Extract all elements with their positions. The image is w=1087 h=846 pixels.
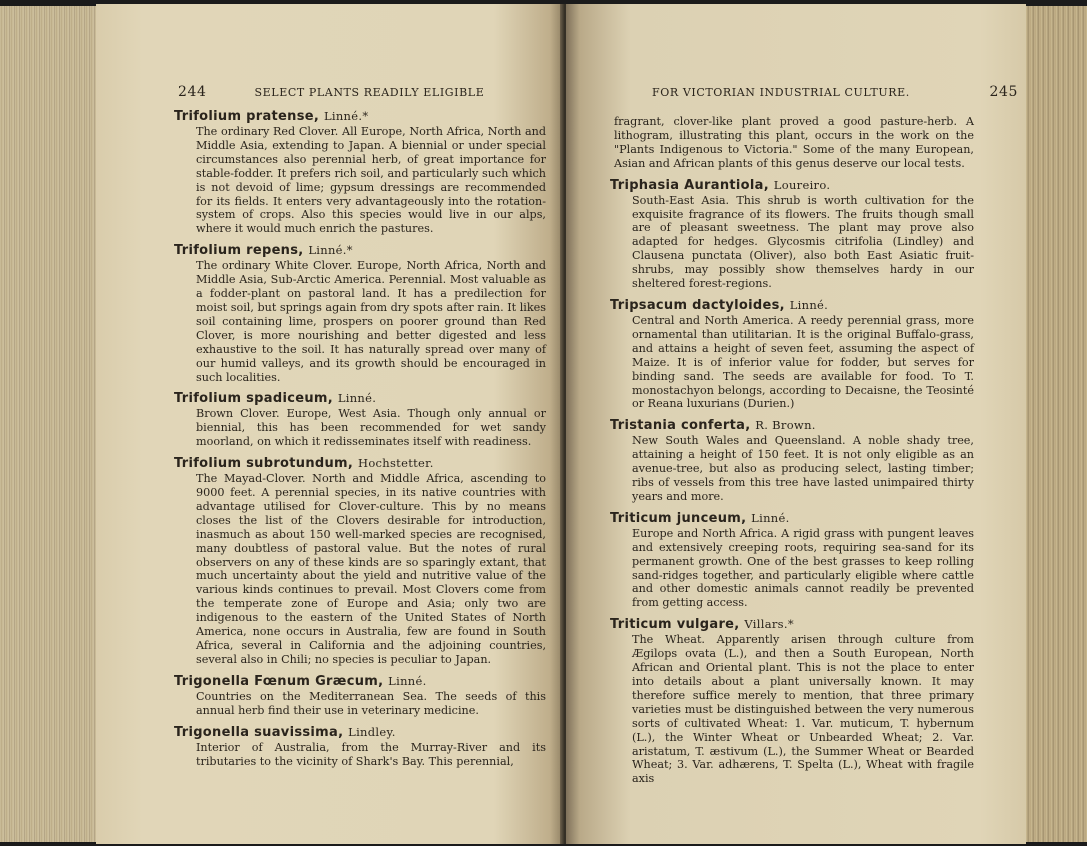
- entry: [174, 390, 546, 449]
- entry: [610, 297, 974, 411]
- species-name: Trigonella suavissima,: [174, 724, 344, 740]
- entry: [610, 417, 974, 504]
- entry-body: The Wheat. Apparently arisen through culture from Ægilops ovata (L.), and then a South European, North African and Oriental plant. This is not the place to enter into details about a plant universally known. It may therefore suffice merely to mention, that three primary varieties must be distinguished between the very numerous sorts of cultivated Wheat: 1. Var. muticum, T. hybernum (L.), the Winter Wheat or Unbearded Wheat; 2. Var. aristatum, T. æstivum (L.), the Summer Wheat or Bearded Wheat; 3. Var. adhærens, T. Spelta (L.), Wheat with fragile axis: [632, 633, 974, 786]
- entry-title: [610, 297, 974, 314]
- entry-title: [174, 108, 546, 125]
- entry-title: [174, 390, 546, 407]
- right-page: [566, 4, 1026, 844]
- entry-body: Central and North America. A reedy perennial grass, more ornamental than utilitarian. It is the original Buffalo-grass, and attains a height of seven feet, assuming the aspect of Maize. It is of inferior value for fodder, but serves for binding sand. The seeds are available for food. To T. monostachyon belongs, according to Decaisne, the Teosinté or Reana luxurians (Durien.): [632, 313, 974, 411]
- author-name: Linné.*: [308, 243, 353, 258]
- entry: [610, 510, 974, 610]
- species-name: Trifolium spadiceum,: [174, 391, 333, 407]
- entry-body: Interior of Australia, from the Murray-River and its tributaries to the vicinity of Shark's Bay. This perennial,: [196, 740, 546, 768]
- author-name: Linné.: [388, 673, 427, 688]
- right-page-stack: [1024, 6, 1087, 842]
- author-name: Hochstetter.: [357, 456, 434, 471]
- species-name: Triticum vulgare,: [610, 617, 740, 633]
- species-name: Triphasia Aurantiola,: [610, 177, 769, 193]
- entry-title: [610, 177, 974, 194]
- author-name: Lindley.: [348, 724, 396, 739]
- author-name: Loureiro.: [773, 177, 831, 192]
- left-running-header: [178, 84, 548, 100]
- right-running-header: [652, 84, 1018, 100]
- species-name: Trifolium pratense,: [174, 109, 320, 124]
- entry-title: [610, 417, 974, 434]
- left-column: [174, 108, 546, 774]
- continuation-text: fragrant, clover-like plant proved a good pasture-herb. A lithogram, illustrating this plant, occurs in the work on the "Plants Indigenous to Victoria." Some of the many European, Asian and African plants of this genus deserve our local tests.: [614, 115, 974, 170]
- running-head: FOR VICTORIAN INDUSTRIAL CULTURE.: [652, 86, 910, 99]
- author-name: Villars.*: [744, 617, 794, 632]
- entry: [174, 724, 546, 769]
- entry: [174, 673, 546, 718]
- left-page: [96, 4, 564, 844]
- author-name: Linné.: [751, 510, 790, 525]
- species-name: Tripsacum dactyloides,: [610, 297, 785, 313]
- species-name: Triticum junceum,: [610, 510, 747, 526]
- entry-body: The Mayad-Clover. North and Middle Africa, ascending to 9000 feet. A perennial species, in its native countries with advantage utilised for Clover-culture. This by no means closes the list of the Clovers desirable for introduction, inasmuch as about 150 well-marked species are recognised, many doubtless of pastoral value. But the notes of rural observers on any of these kinds are so sparingly extant, that much uncertainty about the yield and nutritive value of the various kinds continues to prevail. Most Clovers come from the temperate zone of Europe and Asia; only two are indigenous to the eastern of the United States of North America, none occurs in Australia, few are found in South Africa, several in California and the adjoining countries, several also in Chili; no species is peculiar to Japan.: [196, 472, 546, 666]
- entry-body: Europe and North Africa. A rigid grass with pungent leaves and extensively creeping roots, requiring sea-sand for its permanent growth. One of the best grasses to keep rolling sand-ridges together, and particularly eligible where cattle and other domestic animals cannot readily be prevented from getting access.: [632, 526, 974, 610]
- author-name: Linné.*: [323, 109, 369, 123]
- author-name: Linné.: [337, 391, 377, 406]
- species-name: Trifolium subrotundum,: [174, 456, 354, 472]
- entry-title: [174, 455, 546, 472]
- entry-body: South-East Asia. This shrub is worth cultivation for the exquisite fragrance of its flowers. The fruits though small are of pleasant sweetness. The plant may prove also adapted for hedges. Glycosmis citrifolia (Lindley) and Clausena punctata (Oliver), also both East Asiatic fruit-shrubs, may possibly show themselves hardy in our sheltered forest-regions.: [632, 193, 974, 291]
- entry: [174, 242, 546, 384]
- entry-title: [174, 724, 546, 741]
- entry-body: The ordinary Red Clover. All Europe, North Africa, North and Middle Asia, extending to Japan. A biennial or under special circumstances also perennial herb, of great importance for stable-fodder. It prefers rich soil, and particularly such which is not devoid of lime; gypsum dressings are recommended for its fields. It enters very advantageously into the rotation-system of crops. Also this species would live in our alps, where it would much enrich the pastures.: [196, 125, 546, 236]
- entry-body: Countries on the Mediterranean Sea. The seeds of this annual herb find their use in veterinary medicine.: [196, 689, 546, 717]
- entry: [610, 177, 974, 291]
- running-head: SELECT PLANTS READILY ELIGIBLE: [254, 86, 485, 99]
- entry-body: Brown Clover. Europe, West Asia. Though only annual or biennial, this has been recommended for wet sandy moorland, on which it redisseminates itself with readiness.: [196, 407, 546, 449]
- author-name: Linné.: [789, 297, 829, 312]
- species-name: Tristania conferta,: [610, 418, 751, 434]
- author-name: R. Brown.: [755, 418, 816, 433]
- entry-title: [174, 242, 546, 259]
- entry: [174, 108, 546, 236]
- entry-title: [174, 673, 546, 690]
- species-name: Trigonella Fœnum Græcum,: [174, 673, 384, 689]
- species-name: Trifolium repens,: [174, 243, 304, 259]
- entry-title: [610, 510, 974, 527]
- entry-title: [610, 616, 974, 633]
- page-number: 244: [178, 84, 207, 100]
- left-page-stack: [0, 6, 101, 842]
- page-number: 245: [989, 84, 1018, 100]
- entry: [610, 616, 974, 786]
- entry-body: New South Wales and Queensland. A noble shady tree, attaining a height of 150 feet. It is not only eligible as an avenue-tree, but also as producing select, lasting timber; ribs of vessels from this tree have lasted unimpaired thirty years and more.: [632, 434, 974, 503]
- right-column: [610, 115, 974, 792]
- entry-body: The ordinary White Clover. Europe, North Africa, North and Middle Asia, Sub-Arctic America. Perennial. Most valuable as a fodder-plant on pastoral land. It has a predilection for moist soil, but springs again from dry spots after rain. It likes soil containing lime, prospers on poorer ground than Red Clover, is more nourishing and better digested and less exhaustive to the soil. It has naturally spread over many of our humid valleys, and its growth should be encouraged in such localities.: [196, 259, 546, 384]
- entry: [174, 455, 546, 667]
